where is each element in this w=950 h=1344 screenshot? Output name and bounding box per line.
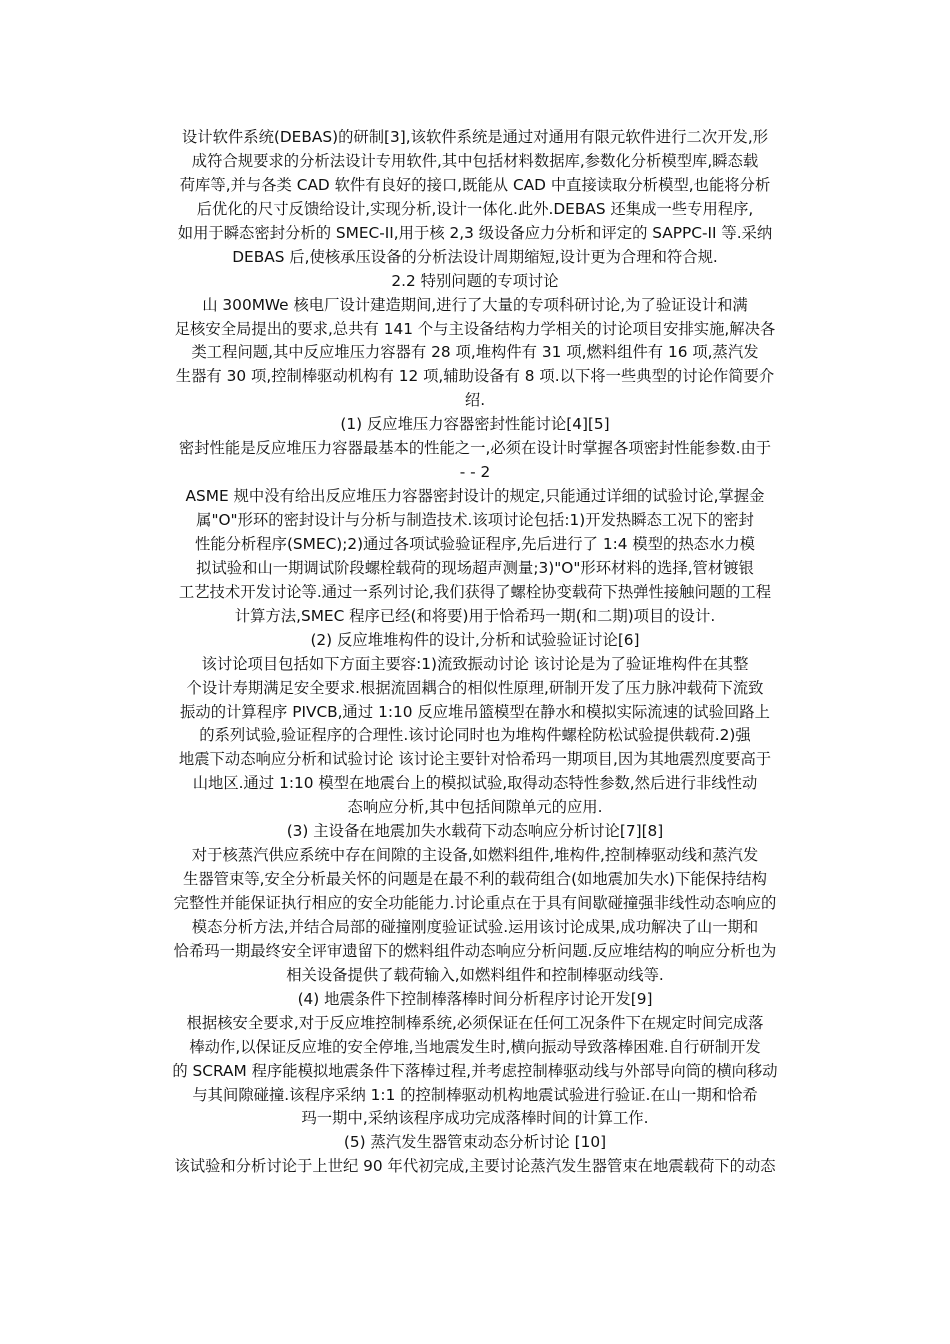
- text-line: DEBAS 后,使核承压设备的分析法设计周期缩短,设计更为合理和符合规.: [232, 247, 718, 266]
- text-line: 的系列试验,验证程序的合理性.该讨论同时也为堆构件螺栓防松试验提供载荷.2)强: [199, 726, 751, 745]
- page-number: - - 2: [459, 463, 491, 482]
- text-line: 足核安全局提出的要求,总共有 141 个与主设备结构力学相关的讨论项目安排实施,解决各: [174, 319, 776, 338]
- text-line: 工艺技术开发讨论等.通过一系列讨论,我们获得了螺栓协变载荷下热弹性接触问题的工程: [178, 582, 772, 601]
- text-line: 恰希玛一期最终安全评审遗留下的燃料组件动态响应分析问题.反应堆结构的响应分析也为: [173, 941, 777, 960]
- text-line: 荷库等,并与各类 CAD 软件有良好的接口,既能从 CAD 中直接读取分析模型,也能将分析: [179, 175, 771, 194]
- text-line: 类工程问题,其中反应堆压力容器有 28 项,堆构件有 31 项,燃料组件有 16 项,蒸汽发: [191, 343, 759, 362]
- subsection-heading: (4) 地震条件下控制棒落棒时间分析程序讨论开发[9]: [297, 989, 653, 1008]
- text-line: ASME 规中没有给出反应堆压力容器密封设计的规定,只能通过详细的试验讨论,掌握金: [185, 487, 765, 506]
- text-line: 态响应分析,其中包括间隙单元的应用.: [347, 798, 603, 817]
- text-line: 如用于瞬态密封分析的 SMEC-II,用于核 2,3 级设备应力分析和评定的 SAPPC-II 等.采纳: [177, 223, 773, 242]
- text-line: 拟试验和山一期调试阶段螺栓载荷的现场超声测量;3)"O"形环材料的选择,管材镀银: [196, 558, 754, 577]
- subsection-heading: (1) 反应堆压力容器密封性能讨论[4][5]: [340, 415, 610, 434]
- text-line: 该讨论项目包括如下方面主要容:1)流致振动讨论 该讨论是为了验证堆构件在其整: [201, 654, 749, 673]
- subsection-heading: (5) 蒸汽发生器管束动态分析讨论 [10]: [343, 1133, 607, 1152]
- text-line: 与其间隙碰撞.该程序采纳 1:1 的控制棒驱动机构地震试验进行验证.在山一期和恰希: [192, 1085, 758, 1104]
- text-line: 山 300MWe 核电厂设计建造期间,进行了大量的专项科研讨论,为了验证设计和满: [202, 295, 748, 314]
- text-line: 属"O"形环的密封设计与分析与制造技术.该项讨论包括:1)开发热瞬态工况下的密封: [196, 511, 754, 529]
- text-line: 根据核安全要求,对于反应堆控制棒系统,必须保证在任何工况条件下在规定时间完成落: [186, 1013, 764, 1032]
- text-line: 绍.: [464, 391, 486, 410]
- text-line: 棒动作,以保证反应堆的安全停堆,当地震发生时,横向振动导致落棒困难.自行研制开发: [189, 1037, 761, 1056]
- text-line: 生器有 30 项,控制棒驱动机构有 12 项,辅助设备有 8 项.以下将一些典型的讨论作简要介: [175, 367, 775, 386]
- text-line: 密封性能是反应堆压力容器最基本的性能之一,必须在设计时掌握各项密封性能参数.由于: [178, 439, 772, 458]
- text-line: 玛一期中,采纳该程序成功完成落棒时间的计算工作.: [301, 1109, 649, 1128]
- text-line: 该试验和分析讨论于上世纪 90 年代初完成,主要讨论蒸汽发生器管束在地震载荷下的动态: [174, 1157, 776, 1176]
- subsection-heading: (2) 反应堆堆构件的设计,分析和试验验证讨论[6]: [310, 630, 640, 649]
- text-line: 对于核蒸汽供应系统中存在间隙的主设备,如燃料组件,堆构件,控制棒驱动线和蒸汽发: [191, 846, 759, 865]
- text-line: 设计软件系统(DEBAS)的研制[3],该软件系统是通过对通用有限元软件进行二次开发,形: [181, 128, 769, 146]
- text-line: 模态分析方法,并结合局部的碰撞刚度验证试验.运用该讨论成果,成功解决了山一期和: [191, 917, 759, 936]
- text-line: 成符合规要求的分析法设计专用软件,其中包括材料数据库,参数化分析模型库,瞬态载: [191, 151, 759, 170]
- text-line: 地震下动态响应分析和试验讨论 该讨论主要针对恰希玛一期项目,因为其地震烈度要高于: [178, 750, 772, 769]
- text-line: 计算方法,SMEC 程序已经(和将要)用于恰希玛一期(和二期)项目的设计.: [234, 606, 716, 625]
- section-heading: 2.2 特别问题的专项讨论: [391, 271, 559, 290]
- document-body: [0, 126, 950, 1179]
- text-line: 生器管束等,安全分析最关怀的问题是在最不利的载荷组合(如地震加失水)下能保持结构: [183, 870, 767, 889]
- text-line: 山地区.通过 1:10 模型在地震台上的模拟试验,取得动态特性参数,然后进行非线性动: [192, 774, 758, 793]
- text-line: 振动的计算程序 PIVCB,通过 1:10 反应堆吊篮模型在静水和模拟实际流速的试验回路上: [180, 702, 770, 721]
- text-line: 后优化的尺寸反馈给设计,实现分析,设计一体化.此外.DEBAS 还集成一些专用程序,: [196, 199, 754, 218]
- text-line: 的 SCRAM 程序能模拟地震条件下落棒过程,并考虑控制棒驱动线与外部导向筒的横向移动: [172, 1061, 778, 1080]
- subsection-heading: (3) 主设备在地震加失水载荷下动态响应分析讨论[7][8]: [286, 822, 664, 841]
- text-line: 个设计寿期满足安全要求.根据流固耦合的相似性原理,研制开发了压力脉冲载荷下流致: [186, 678, 764, 697]
- text-line: 相关设备提供了载荷输入,如燃料组件和控制棒驱动线等.: [286, 965, 664, 984]
- text-line: 性能分析程序(SMEC);2)通过各项试验验证程序,先后进行了 1:4 模型的热态水力模: [194, 534, 755, 553]
- text-line: 完整性并能保证执行相应的安全功能能力.讨论重点在于具有间歇碰撞强非线性动态响应的: [173, 894, 777, 912]
